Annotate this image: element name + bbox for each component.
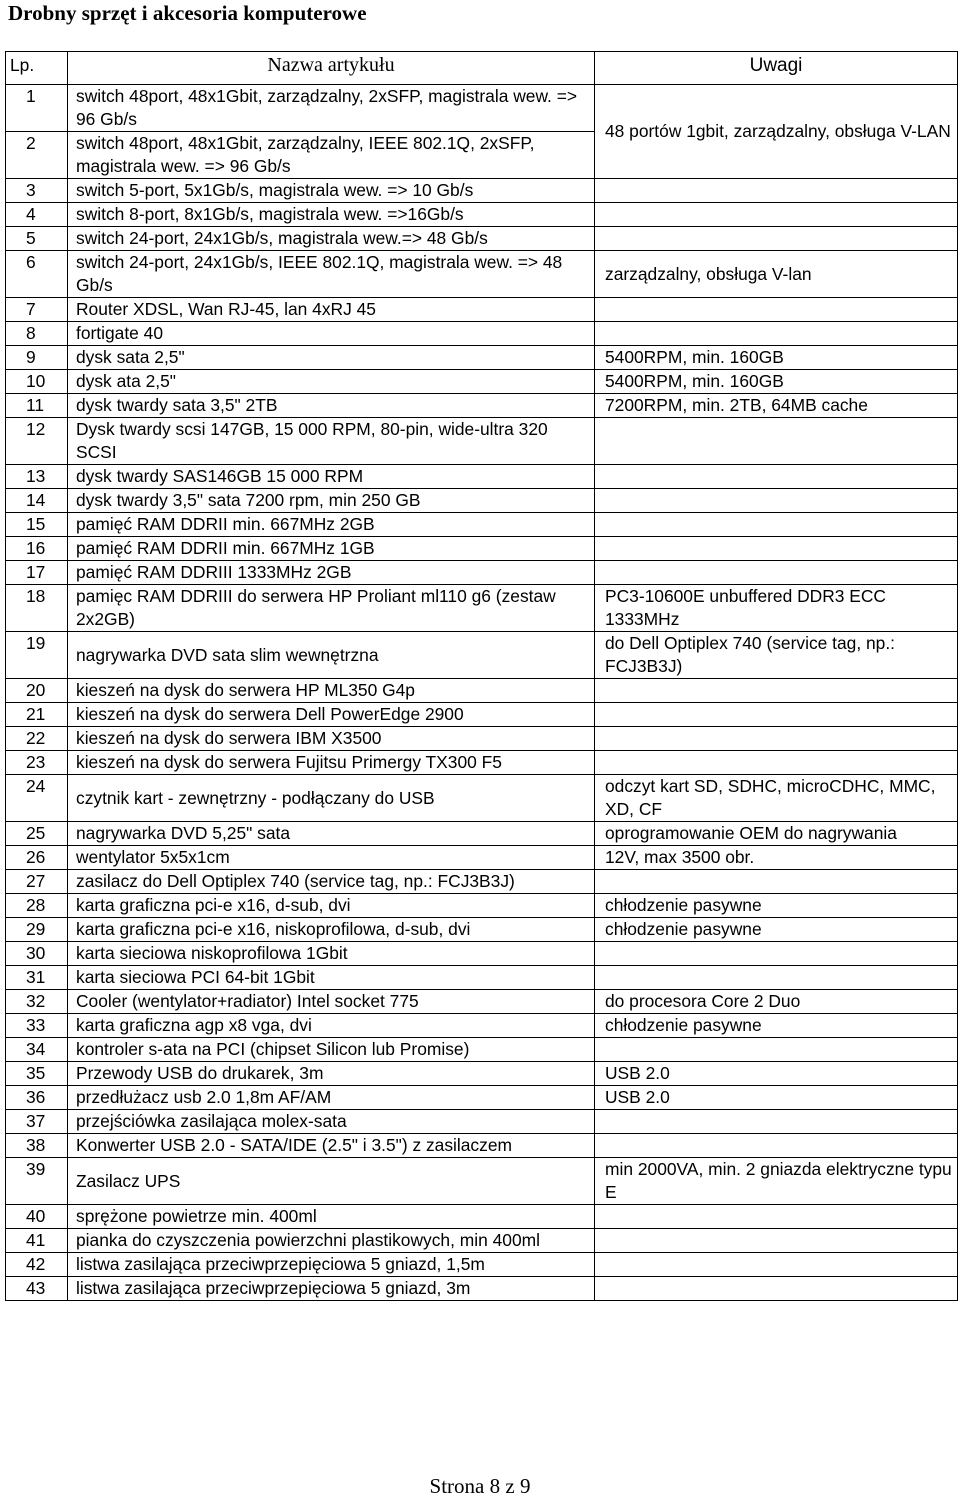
table-row bbox=[6, 561, 958, 585]
row-number: 19 bbox=[6, 632, 68, 679]
table-row bbox=[6, 1110, 958, 1134]
row-number: 24 bbox=[6, 775, 68, 822]
item-name: switch 48port, 48x1Gbit, zarządzalny, 2xSFP, magistrala wew. => 96 Gb/s bbox=[68, 85, 595, 132]
item-name: switch 8-port, 8x1Gb/s, magistrala wew. =>16Gb/s bbox=[68, 203, 595, 227]
table-row bbox=[6, 632, 958, 679]
table-row bbox=[6, 179, 958, 203]
table-row bbox=[6, 918, 958, 942]
item-note: PC3-10600E unbuffered DDR3 ECC 1333MHz bbox=[595, 585, 958, 632]
item-name: Konwerter USB 2.0 - SATA/IDE (2.5" i 3.5") z zasilaczem bbox=[68, 1134, 595, 1158]
item-note: 7200RPM, min. 2TB, 64MB cache bbox=[595, 394, 958, 418]
item-note bbox=[595, 298, 958, 322]
table-row bbox=[6, 966, 958, 990]
item-name: nagrywarka DVD sata slim wewnętrzna bbox=[68, 632, 595, 679]
row-number: 9 bbox=[6, 346, 68, 370]
row-number: 8 bbox=[6, 322, 68, 346]
table-body bbox=[6, 85, 958, 1301]
row-number: 5 bbox=[6, 227, 68, 251]
item-note: 5400RPM, min. 160GB bbox=[595, 346, 958, 370]
row-number: 35 bbox=[6, 1062, 68, 1086]
item-name: switch 48port, 48x1Gbit, zarządzalny, IEEE 802.1Q, 2xSFP, magistrala wew. => 96 Gb/s bbox=[68, 132, 595, 179]
row-number: 39 bbox=[6, 1158, 68, 1205]
item-note: USB 2.0 bbox=[595, 1086, 958, 1110]
item-note: chłodzenie pasywne bbox=[595, 1014, 958, 1038]
table-row bbox=[6, 418, 958, 465]
row-number: 42 bbox=[6, 1253, 68, 1277]
item-name: dysk ata 2,5" bbox=[68, 370, 595, 394]
item-note: min 2000VA, min. 2 gniazda elektryczne typu E bbox=[595, 1158, 958, 1205]
row-number: 32 bbox=[6, 990, 68, 1014]
item-name: switch 5-port, 5x1Gb/s, magistrala wew. => 10 Gb/s bbox=[68, 179, 595, 203]
item-name: kieszeń na dysk do serwera HP ML350 G4p bbox=[68, 679, 595, 703]
row-number: 14 bbox=[6, 489, 68, 513]
items-table bbox=[5, 51, 958, 1301]
item-note: do procesora Core 2 Duo bbox=[595, 990, 958, 1014]
item-name: kieszeń na dysk do serwera IBM X3500 bbox=[68, 727, 595, 751]
item-name: Router XDSL, Wan RJ-45, lan 4xRJ 45 bbox=[68, 298, 595, 322]
table-row bbox=[6, 775, 958, 822]
item-name: karta graficzna pci-e x16, d-sub, dvi bbox=[68, 894, 595, 918]
item-name: switch 24-port, 24x1Gb/s, IEEE 802.1Q, magistrala wew. => 48 Gb/s bbox=[68, 251, 595, 298]
table-row bbox=[6, 394, 958, 418]
item-name: kieszeń na dysk do serwera Dell PowerEdge 2900 bbox=[68, 703, 595, 727]
row-number: 43 bbox=[6, 1277, 68, 1301]
row-number: 28 bbox=[6, 894, 68, 918]
item-name: dysk sata 2,5" bbox=[68, 346, 595, 370]
table-row bbox=[6, 322, 958, 346]
item-note: chłodzenie pasywne bbox=[595, 918, 958, 942]
item-name: karta sieciowa PCI 64-bit 1Gbit bbox=[68, 966, 595, 990]
item-name: karta graficzna pci-e x16, niskoprofilowa, d-sub, dvi bbox=[68, 918, 595, 942]
table-row bbox=[6, 1158, 958, 1205]
item-note bbox=[595, 513, 958, 537]
item-name: kontroler s-ata na PCI (chipset Silicon lub Promise) bbox=[68, 1038, 595, 1062]
item-name: kieszeń na dysk do serwera Fujitsu Primergy TX300 F5 bbox=[68, 751, 595, 775]
item-note bbox=[595, 489, 958, 513]
item-note bbox=[595, 1038, 958, 1062]
table-row bbox=[6, 251, 958, 298]
header-lp: Lp. bbox=[6, 52, 68, 85]
item-name: fortigate 40 bbox=[68, 322, 595, 346]
item-name: dysk twardy 3,5" sata 7200 rpm, min 250 GB bbox=[68, 489, 595, 513]
item-note: 48 portów 1gbit, zarządzalny, obsługa V-LAN bbox=[595, 85, 958, 179]
item-note bbox=[595, 322, 958, 346]
item-note bbox=[595, 870, 958, 894]
item-name: pamięć RAM DDRII min. 667MHz 1GB bbox=[68, 537, 595, 561]
page-title: Drobny sprzęt i akcesoria komputerowe bbox=[8, 1, 367, 25]
row-number: 26 bbox=[6, 846, 68, 870]
table-row bbox=[6, 822, 958, 846]
row-number: 31 bbox=[6, 966, 68, 990]
table-row bbox=[6, 585, 958, 632]
row-number: 38 bbox=[6, 1134, 68, 1158]
table-row bbox=[6, 346, 958, 370]
table-row bbox=[6, 679, 958, 703]
row-number: 37 bbox=[6, 1110, 68, 1134]
item-name: czytnik kart - zewnętrzny - podłączany do USB bbox=[68, 775, 595, 822]
item-note bbox=[595, 1277, 958, 1301]
item-name: pamięc RAM DDRIII do serwera HP Proliant ml110 g6 (zestaw 2x2GB) bbox=[68, 585, 595, 632]
item-name: switch 24-port, 24x1Gb/s, magistrala wew.=> 48 Gb/s bbox=[68, 227, 595, 251]
item-note bbox=[595, 679, 958, 703]
item-name: Przewody USB do drukarek, 3m bbox=[68, 1062, 595, 1086]
item-name: listwa zasilająca przeciwprzepięciowa 5 gniazd, 1,5m bbox=[68, 1253, 595, 1277]
item-note bbox=[595, 1110, 958, 1134]
row-number: 18 bbox=[6, 585, 68, 632]
row-number: 3 bbox=[6, 179, 68, 203]
item-note bbox=[595, 561, 958, 585]
item-note bbox=[595, 751, 958, 775]
table-row bbox=[6, 513, 958, 537]
table-row bbox=[6, 727, 958, 751]
table-row bbox=[6, 894, 958, 918]
table-row bbox=[6, 751, 958, 775]
header-name: Nazwa artykułu bbox=[68, 52, 595, 85]
table-row bbox=[6, 1134, 958, 1158]
item-name: karta sieciowa niskoprofilowa 1Gbit bbox=[68, 942, 595, 966]
row-number: 40 bbox=[6, 1205, 68, 1229]
row-number: 29 bbox=[6, 918, 68, 942]
item-name: zasilacz do Dell Optiplex 740 (service tag, np.: FCJ3B3J) bbox=[68, 870, 595, 894]
row-number: 30 bbox=[6, 942, 68, 966]
item-note: chłodzenie pasywne bbox=[595, 894, 958, 918]
row-number: 16 bbox=[6, 537, 68, 561]
table-row bbox=[6, 537, 958, 561]
table-row bbox=[6, 703, 958, 727]
table-row bbox=[6, 1014, 958, 1038]
row-number: 17 bbox=[6, 561, 68, 585]
row-number: 11 bbox=[6, 394, 68, 418]
item-name: pianka do czyszczenia powierzchni plastikowych, min 400ml bbox=[68, 1229, 595, 1253]
page-footer: Strona 8 z 9 bbox=[429, 1474, 531, 1498]
item-name: Cooler (wentylator+radiator) Intel socket 775 bbox=[68, 990, 595, 1014]
item-note bbox=[595, 1134, 958, 1158]
item-note bbox=[595, 1253, 958, 1277]
item-note bbox=[595, 465, 958, 489]
header-notes: Uwagi bbox=[595, 52, 958, 85]
table-row bbox=[6, 227, 958, 251]
item-name: przedłużacz usb 2.0 1,8m AF/AM bbox=[68, 1086, 595, 1110]
item-note bbox=[595, 537, 958, 561]
item-note bbox=[595, 1229, 958, 1253]
item-note bbox=[595, 942, 958, 966]
row-number: 20 bbox=[6, 679, 68, 703]
table-row bbox=[6, 870, 958, 894]
row-number: 7 bbox=[6, 298, 68, 322]
table-row bbox=[6, 1205, 958, 1229]
item-note bbox=[595, 418, 958, 465]
item-note bbox=[595, 727, 958, 751]
item-note bbox=[595, 1205, 958, 1229]
table-row bbox=[6, 1253, 958, 1277]
item-note bbox=[595, 966, 958, 990]
row-number: 15 bbox=[6, 513, 68, 537]
table-row bbox=[6, 1229, 958, 1253]
item-note: odczyt kart SD, SDHC, microCDHC, MMC, XD, CF bbox=[595, 775, 958, 822]
row-number: 2 bbox=[6, 132, 68, 179]
item-note: USB 2.0 bbox=[595, 1062, 958, 1086]
item-name: Dysk twardy scsi 147GB, 15 000 RPM, 80-pin, wide-ultra 320 SCSI bbox=[68, 418, 595, 465]
item-name: dysk twardy SAS146GB 15 000 RPM bbox=[68, 465, 595, 489]
row-number: 41 bbox=[6, 1229, 68, 1253]
row-number: 23 bbox=[6, 751, 68, 775]
table-row bbox=[6, 298, 958, 322]
item-name: pamięć RAM DDRII min. 667MHz 2GB bbox=[68, 513, 595, 537]
table-row bbox=[6, 846, 958, 870]
item-name: listwa zasilająca przeciwprzepięciowa 5 gniazd, 3m bbox=[68, 1277, 595, 1301]
row-number: 33 bbox=[6, 1014, 68, 1038]
table-row bbox=[6, 85, 958, 132]
row-number: 12 bbox=[6, 418, 68, 465]
item-note: do Dell Optiplex 740 (service tag, np.: FCJ3B3J) bbox=[595, 632, 958, 679]
item-note: zarządzalny, obsługa V-lan bbox=[595, 251, 958, 298]
table-row bbox=[6, 1038, 958, 1062]
table-row bbox=[6, 203, 958, 227]
row-number: 21 bbox=[6, 703, 68, 727]
row-number: 34 bbox=[6, 1038, 68, 1062]
table-row bbox=[6, 942, 958, 966]
table-row bbox=[6, 489, 958, 513]
item-name: nagrywarka DVD 5,25" sata bbox=[68, 822, 595, 846]
row-number: 36 bbox=[6, 1086, 68, 1110]
item-note: 5400RPM, min. 160GB bbox=[595, 370, 958, 394]
item-name: dysk twardy sata 3,5" 2TB bbox=[68, 394, 595, 418]
item-name: sprężone powietrze min. 400ml bbox=[68, 1205, 595, 1229]
table-header-row bbox=[6, 52, 958, 85]
table-row bbox=[6, 990, 958, 1014]
row-number: 13 bbox=[6, 465, 68, 489]
item-note bbox=[595, 203, 958, 227]
table-row bbox=[6, 465, 958, 489]
table-row bbox=[6, 1277, 958, 1301]
table-row bbox=[6, 1062, 958, 1086]
item-name: wentylator 5x5x1cm bbox=[68, 846, 595, 870]
item-name: karta graficzna agp x8 vga, dvi bbox=[68, 1014, 595, 1038]
row-number: 10 bbox=[6, 370, 68, 394]
row-number: 4 bbox=[6, 203, 68, 227]
table-row bbox=[6, 1086, 958, 1110]
item-note bbox=[595, 179, 958, 203]
row-number: 1 bbox=[6, 85, 68, 132]
item-name: pamięć RAM DDRIII 1333MHz 2GB bbox=[68, 561, 595, 585]
item-note: oprogramowanie OEM do nagrywania bbox=[595, 822, 958, 846]
row-number: 6 bbox=[6, 251, 68, 298]
table-row bbox=[6, 370, 958, 394]
row-number: 22 bbox=[6, 727, 68, 751]
row-number: 27 bbox=[6, 870, 68, 894]
item-note bbox=[595, 227, 958, 251]
item-name: przejściówka zasilająca molex-sata bbox=[68, 1110, 595, 1134]
item-name: Zasilacz UPS bbox=[68, 1158, 595, 1205]
item-note: 12V, max 3500 obr. bbox=[595, 846, 958, 870]
item-note bbox=[595, 703, 958, 727]
row-number: 25 bbox=[6, 822, 68, 846]
